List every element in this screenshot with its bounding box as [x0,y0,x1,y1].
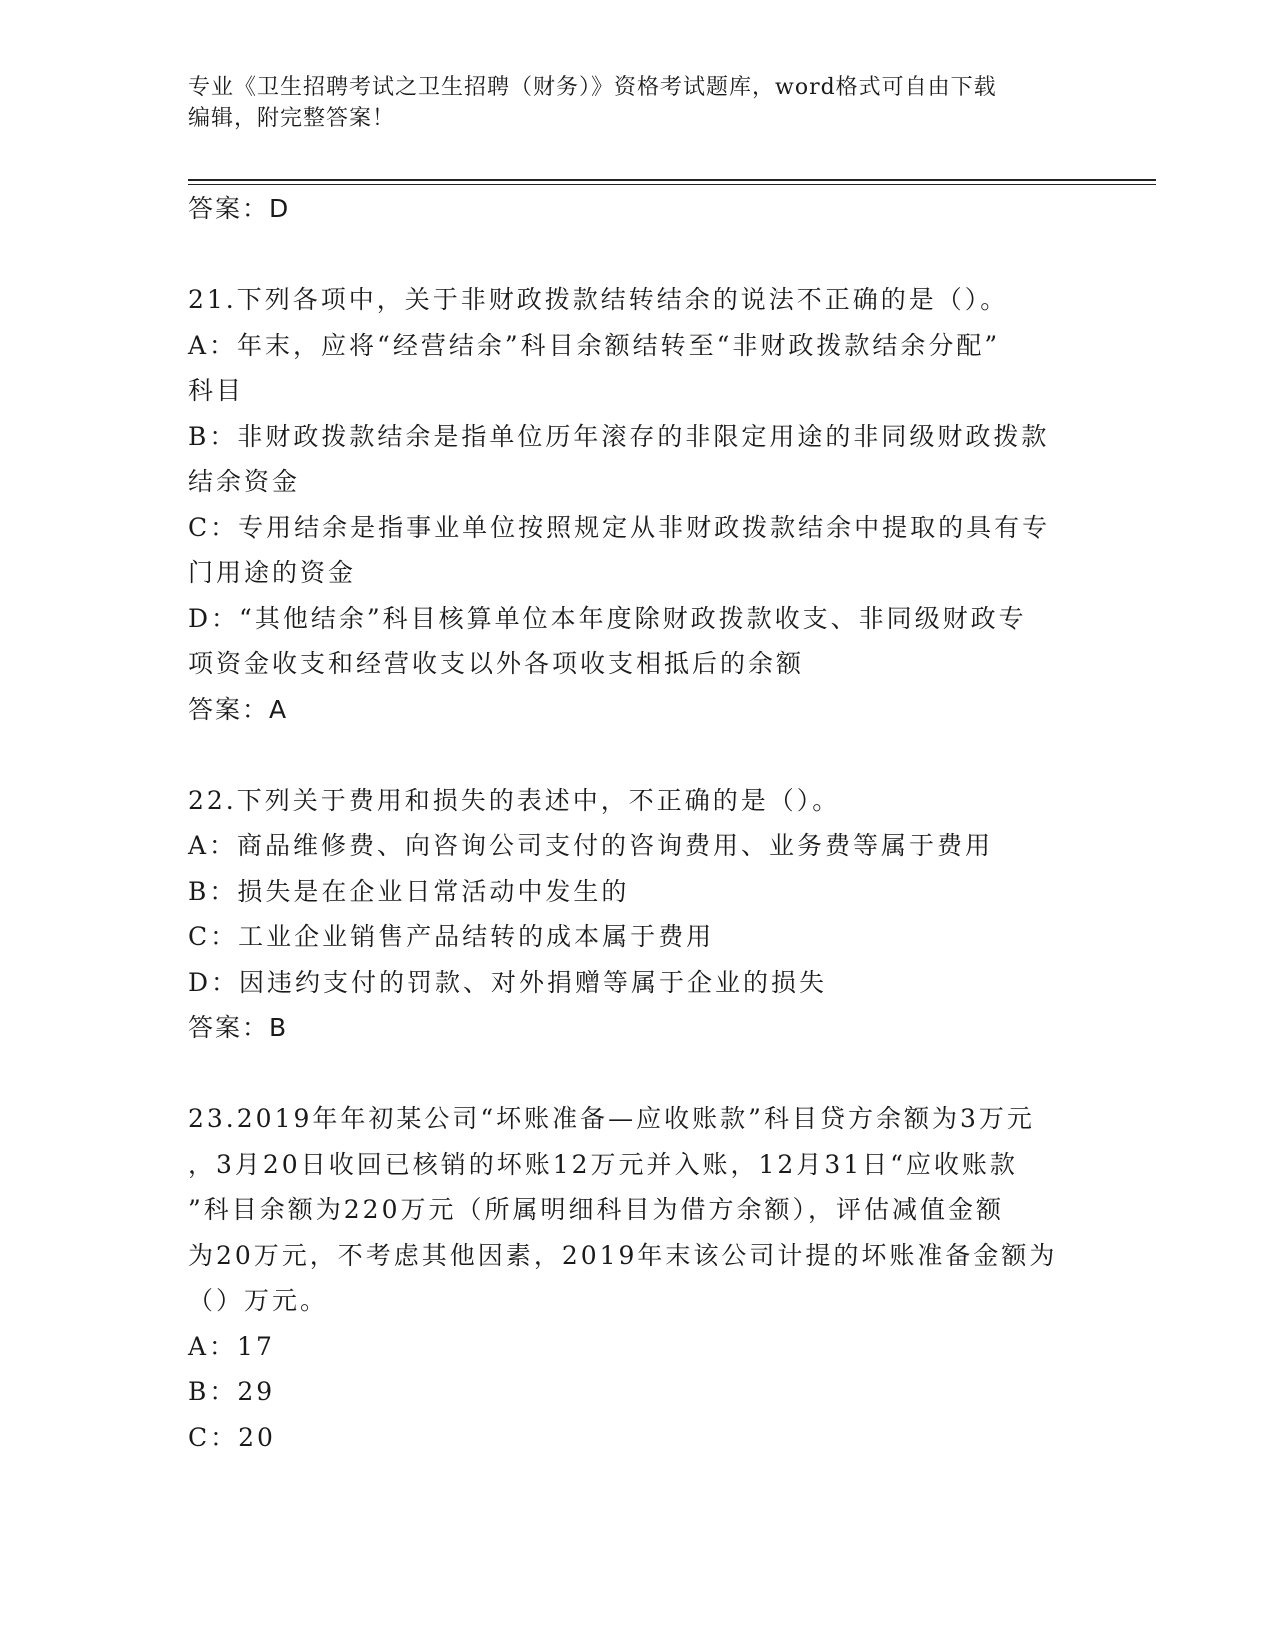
header-line-2: 编辑，附完整答案！ [188,106,396,131]
question-stem-4: 为20万元，不考虑其他因素，2019年末该公司计提的坏账准备金额为 [188,1240,1058,1270]
answer: 答案：B [188,1013,289,1042]
option-d: D：“其他结余”科目核算单位本年度除财政拨款收支、非同级财政专 [188,603,1027,633]
question-23 [188,1096,1088,1460]
option-b: B：损失是在企业日常活动中发生的 [188,876,630,906]
question-stem: 21.下列各项中，关于非财政拨款结转结余的说法不正确的是（）。 [188,285,1009,314]
question-22 [188,778,1088,1051]
answer-previous: 答案：D [188,194,291,223]
header-divider-thin [188,184,1156,185]
option-a-cont: 科目 [188,376,245,405]
option-b: B：29 [188,1377,276,1406]
document-header [188,72,1088,134]
option-b-cont: 结余资金 [188,467,301,496]
option-c: C：专用结余是指事业单位按照规定从非财政拨款结余中提取的具有专 [188,512,1051,542]
option-b: B：非财政拨款结余是指单位历年滚存的非限定用途的非同级财政拨款 [188,421,1050,451]
question-stem-1: 23.2019年年初某公司“坏账准备—应收账款”科目贷方余额为3万元 [188,1104,1035,1133]
spacer [188,232,1088,278]
spacer [188,1051,1088,1097]
option-c-cont: 门用途的资金 [188,558,357,587]
option-a: A：年末，应将“经营结余”科目余额结转至“非财政拨款结余分配” [188,330,1001,360]
header-divider-thick [188,179,1156,181]
question-list [188,186,1088,1460]
answer: 答案：A [188,694,289,724]
option-a: A：17 [188,1331,275,1361]
option-d: D：因违约支付的罚款、对外捐赠等属于企业的损失 [188,967,828,997]
option-d-cont: 项资金收支和经营收支以外各项收支相抵后的余额 [188,649,805,678]
option-a: A：商品维修费、向咨询公司支付的咨询费用、业务费等属于费用 [188,831,994,860]
question-21 [188,277,1088,732]
header-line-1: 专业《卫生招聘考试之卫生招聘（财务）》资格考试题库，word格式可自由下载 [188,75,997,100]
question-stem-3: ”科目余额为220万元（所属明细科目为借方余额），评估减值金额 [188,1195,1005,1224]
question-stem-2: ，3月20日收回已核销的坏账12万元并入账，12月31日“应收账款 [188,1149,1018,1179]
question-stem: 22.下列关于费用和损失的表述中，不正确的是（）。 [188,785,841,815]
spacer [188,732,1088,778]
question-stem-5: （）万元。 [188,1286,329,1315]
option-c: C：工业企业销售产品结转的成本属于费用 [188,922,715,951]
option-c: C：20 [188,1422,276,1452]
